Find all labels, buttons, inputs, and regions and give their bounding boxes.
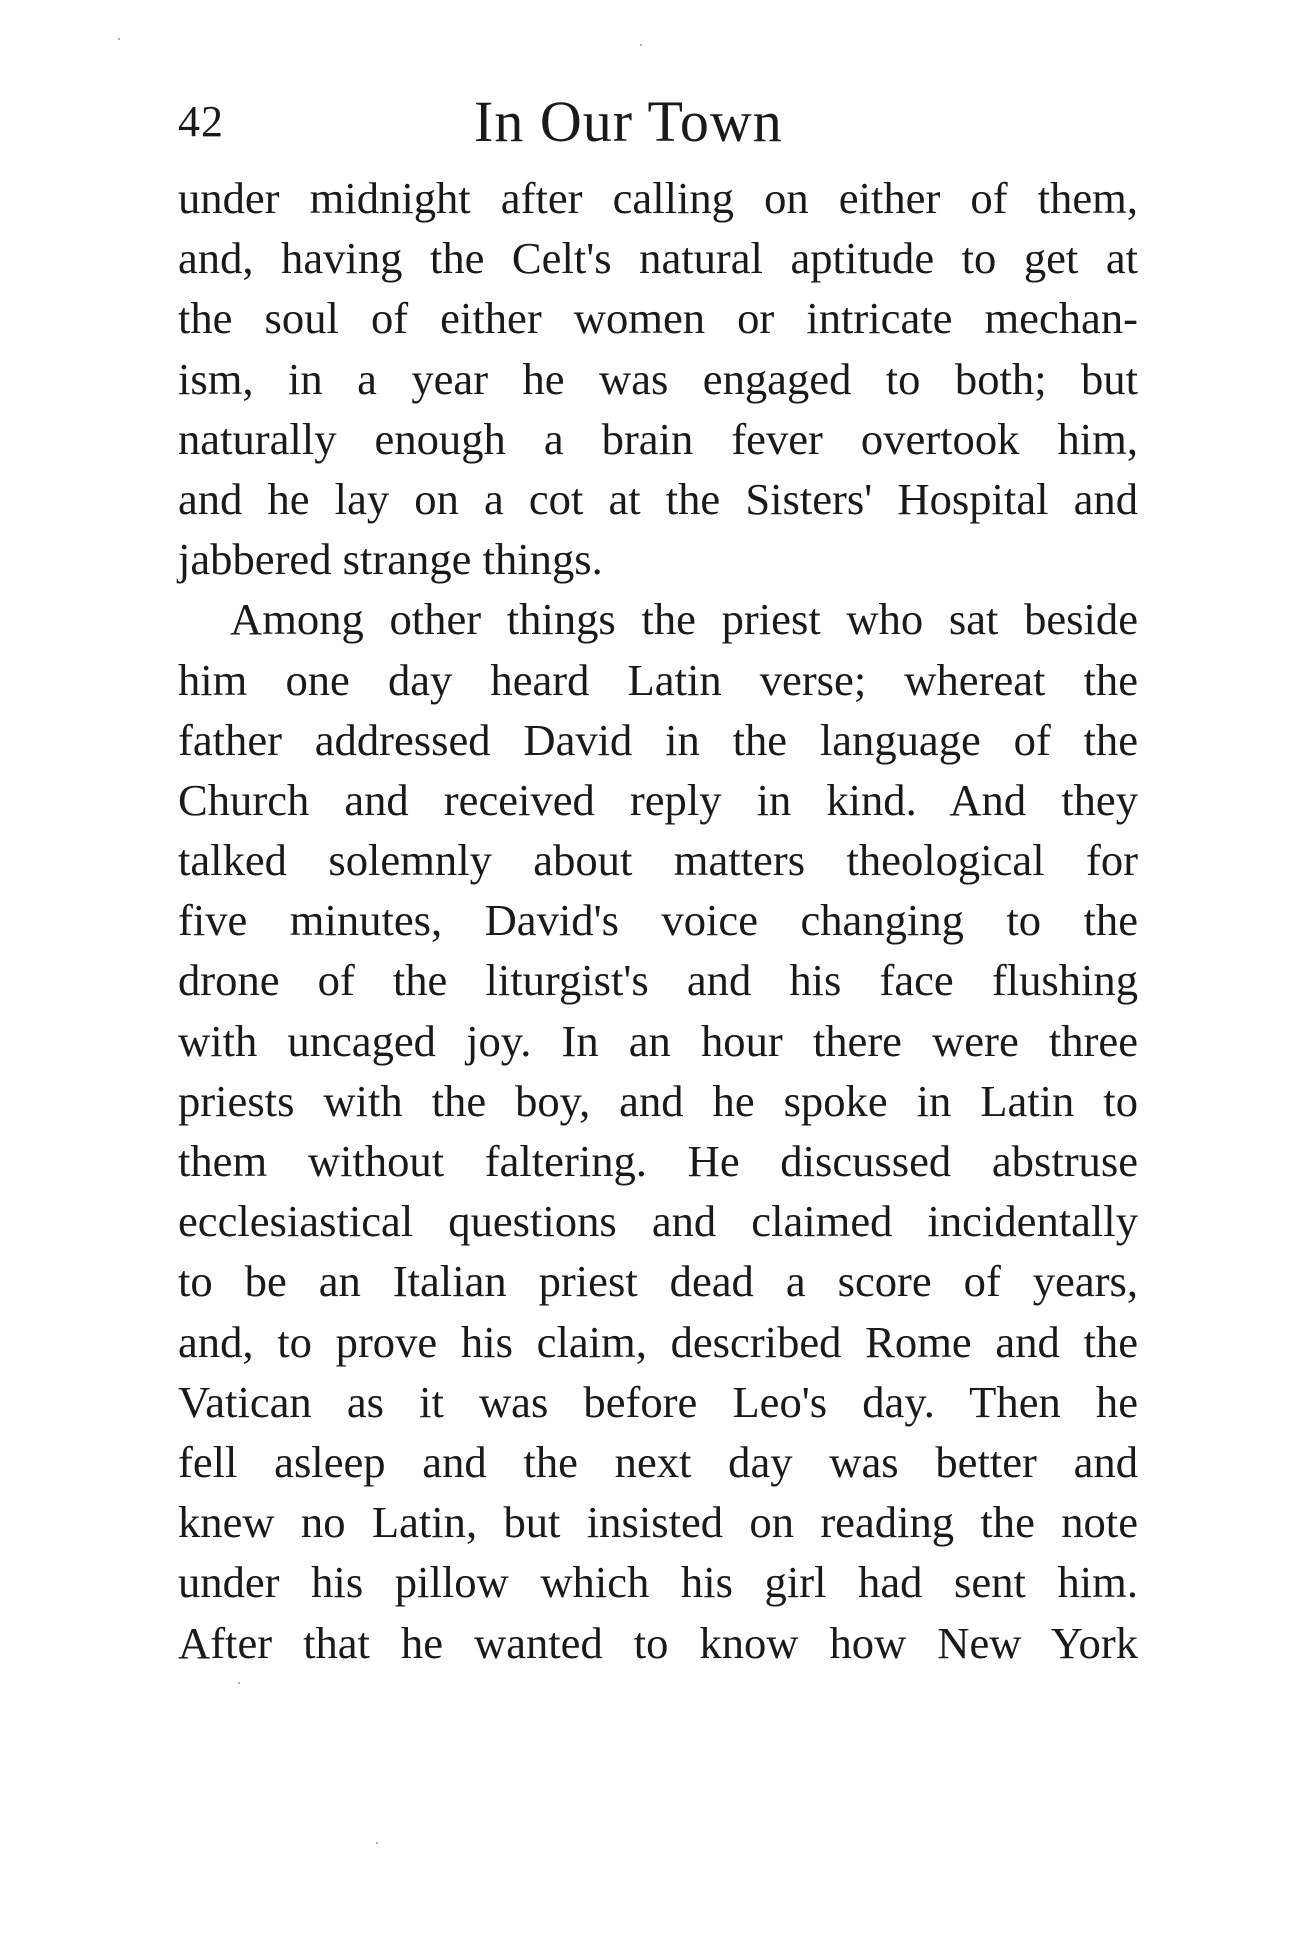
text-line: under his pillow which his girl had sent him. bbox=[178, 1557, 1138, 1608]
text-line: under midnight after calling on either of them, bbox=[178, 173, 1138, 223]
text-line: him one day heard Latin verse; whereat the bbox=[178, 654, 1138, 705]
paper-speck bbox=[238, 1682, 240, 1684]
text-line: five minutes, David's voice changing to the bbox=[178, 895, 1138, 946]
text-line: Church and received reply in kind. And they bbox=[178, 774, 1138, 825]
running-title: In Our Town bbox=[474, 89, 783, 154]
text-line: jabbered strange things. bbox=[178, 534, 603, 585]
text-line: drone of the liturgist's and his face flushing bbox=[178, 955, 1138, 1006]
text-line: and, to prove his claim, described Rome and the bbox=[178, 1316, 1138, 1367]
text-line: After that he wanted to know how New York bbox=[178, 1617, 1138, 1668]
paper-speck bbox=[640, 44, 642, 46]
text-line: father addressed David in the language of the bbox=[178, 714, 1138, 765]
text-line: them without faltering. He discussed abstruse bbox=[178, 1136, 1138, 1186]
text-line: priests with the boy, and he spoke in Latin to bbox=[178, 1075, 1138, 1126]
body-text bbox=[178, 168, 1138, 1673]
page-number: 42 bbox=[178, 97, 224, 146]
paragraph-2 bbox=[178, 589, 1138, 1672]
text-line: Vatican as it was before Leo's day. Then he bbox=[178, 1376, 1138, 1427]
text-line: Among other things the priest who sat beside bbox=[230, 594, 1138, 645]
text-line: and, having the Celt's natural aptitude to get at bbox=[178, 233, 1138, 284]
paper-speck bbox=[376, 1842, 378, 1844]
text-line: talked solemnly about matters theological for bbox=[178, 835, 1138, 886]
running-head bbox=[178, 89, 1138, 156]
text-line: naturally enough a brain fever overtook him, bbox=[178, 413, 1138, 464]
text-line: to be an Italian priest dead a score of years, bbox=[178, 1256, 1138, 1307]
paper-speck bbox=[118, 38, 120, 40]
text-line: and he lay on a cot at the Sisters' Hospital and bbox=[178, 473, 1138, 524]
paragraph-1 bbox=[178, 168, 1138, 589]
text-line: the soul of either women or intricate mechan- bbox=[178, 293, 1138, 344]
text-line: fell asleep and the next day was better and bbox=[178, 1436, 1138, 1487]
text-line: ecclesiastical questions and claimed incidentally bbox=[178, 1196, 1138, 1247]
text-line: knew no Latin, but insisted on reading the note bbox=[178, 1497, 1138, 1548]
text-line: with uncaged joy. In an hour there were three bbox=[178, 1015, 1138, 1066]
text-line: ism, in a year he was engaged to both; but bbox=[178, 353, 1138, 404]
